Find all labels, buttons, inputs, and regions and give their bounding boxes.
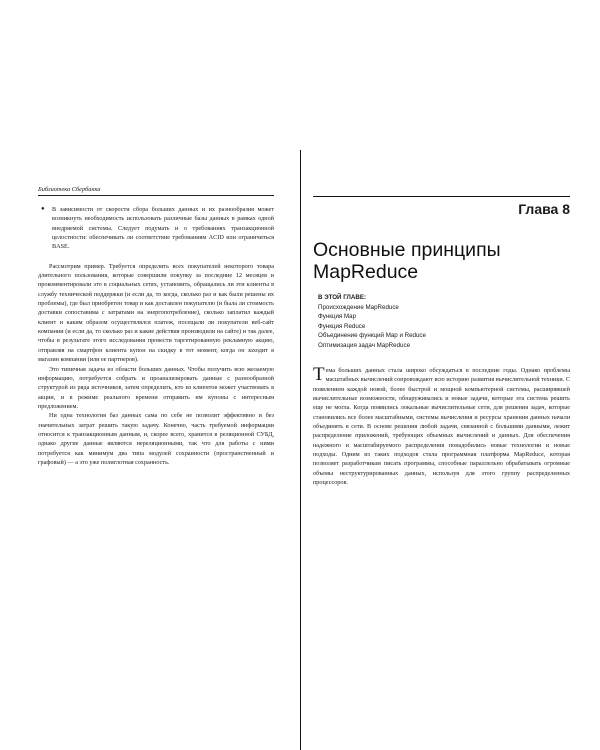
chapter-intro-text: ема больших данных стала широко обсуждаться в последние годы. Однако проблемы масштабных вычислений сопровождают всю историю развития вычислительной техники. С появлением каждой новой, более быстрой и мощной компьютерной системы, расширявшей вычислительные возможности, обнаруживались и новые задачи, которые эта система решить еще не могла. Когда появились локальные вычислительные сети, для решения задач, которые становились все более масштабными, системы вычисления и ресурсы хранения данных начали объединять в сети. В основе решения любой задачи, связанной с большими данными, лежит распределение приложений, требующих объемных вычислений и данных. Для обеспечения надежного и масштабируемого распределения понадобились новые технологии и новые подходы. Одним из таких подходов стала программная платформа MapReduce, которая позволяет разработчикам писать программы, способные параллельно обрабатывать огромные объемы неструктурированных данных, используя для этого группу распределенных процессоров. xyxy=(313,367,570,487)
bullet-item xyxy=(38,205,274,252)
chapter-label: Глава 8 xyxy=(518,201,570,217)
running-head: Библиотека Сбербанка xyxy=(38,186,274,196)
chapter-contents-heading: В ЭТОЙ ГЛАВЕ: xyxy=(318,294,367,301)
chapter-contents-item: Объединение функций Map и Reduce xyxy=(318,332,426,339)
chapter-title-line: Основные принципы xyxy=(313,239,501,261)
paragraph-polyglot-persistence: Ни одна технология баз данных сама по себе не позволит эффективно и без значительных затрат решить такую задачу. Конечно, часть требуемой информации относится к транзакционным данным, и, скорее всего, хранится в реляционной СУБД, однако другие данные являются нереляционными, так что для работы с ними потребуется как минимум два типа модулей сохранности (пространственный и графовый) — а это уже полиглотная сохранность. xyxy=(38,412,274,466)
chapter-contents-item: Оптимизация задач MapReduce xyxy=(318,341,411,349)
chapter-rule xyxy=(313,196,570,197)
left-page xyxy=(38,186,274,467)
bullet-text: В зависимости от скорости сбора больших данных и их разнообразия может возникнуть необходимость использовать различные базы данных в рамках одной внедряемой системы. Следует подумать и о требованиях транзакционной целостности: обеспечивать ли соответствие требованиям ACID или ограничиться BASE. xyxy=(52,206,274,251)
chapter-contents-item: Функция Reduce xyxy=(318,322,366,330)
paragraph-typical-task: Это типичная задача из области больших данных. Чтобы получить всю желаемую информацию, потребуется собрать и проанализировать данные с разнообразной структурой из ряда источников, затем определить, кто из клиентов может участвовать в акции, и в режиме реального времени отправить им купоны с интересным предложением. xyxy=(38,365,274,410)
chapter-contents-item: Происхождение MapReduce xyxy=(318,303,399,311)
chapter-title xyxy=(313,239,570,283)
chapter-contents xyxy=(318,293,548,350)
chapter-intro-paragraph xyxy=(313,366,570,487)
chapter-title-line: MapReduce xyxy=(313,261,419,283)
page-gutter-rule xyxy=(300,150,301,750)
chapter-contents-item: Функция Map xyxy=(318,313,357,320)
bullet-icon: ● xyxy=(41,206,45,212)
paragraph-example: Рассмотрим пример. Требуется определить всех покупателей некоторого товара длительного пользования, которые совершили покупку за последние 12 месяцев и прокомментировали это в социальных сетях, установить, обращались ли эти клиенты в службу технической поддержки (и если да, то когда, сколько раз и как были решены их проблемы), где был приобретен товар и как доставлен покупателю (и была ли стоимость доставки сопоставима с затратами на энергопотребление), сколько заплатил каждый клиент и каким образом осуществлялся платеж, посещали ли покупатели веб-сайт компании (и если да, то сколько раз и какие действия производили на сайте) и так далее, чтобы в результате этого исследования провести таргетированную рекламную акцию, отправляя на смартфон клиента купон на скидку в тот момент, когда он заходит в магазин компании (или ее партнеров). xyxy=(38,262,274,364)
drop-cap: Т xyxy=(313,364,325,385)
